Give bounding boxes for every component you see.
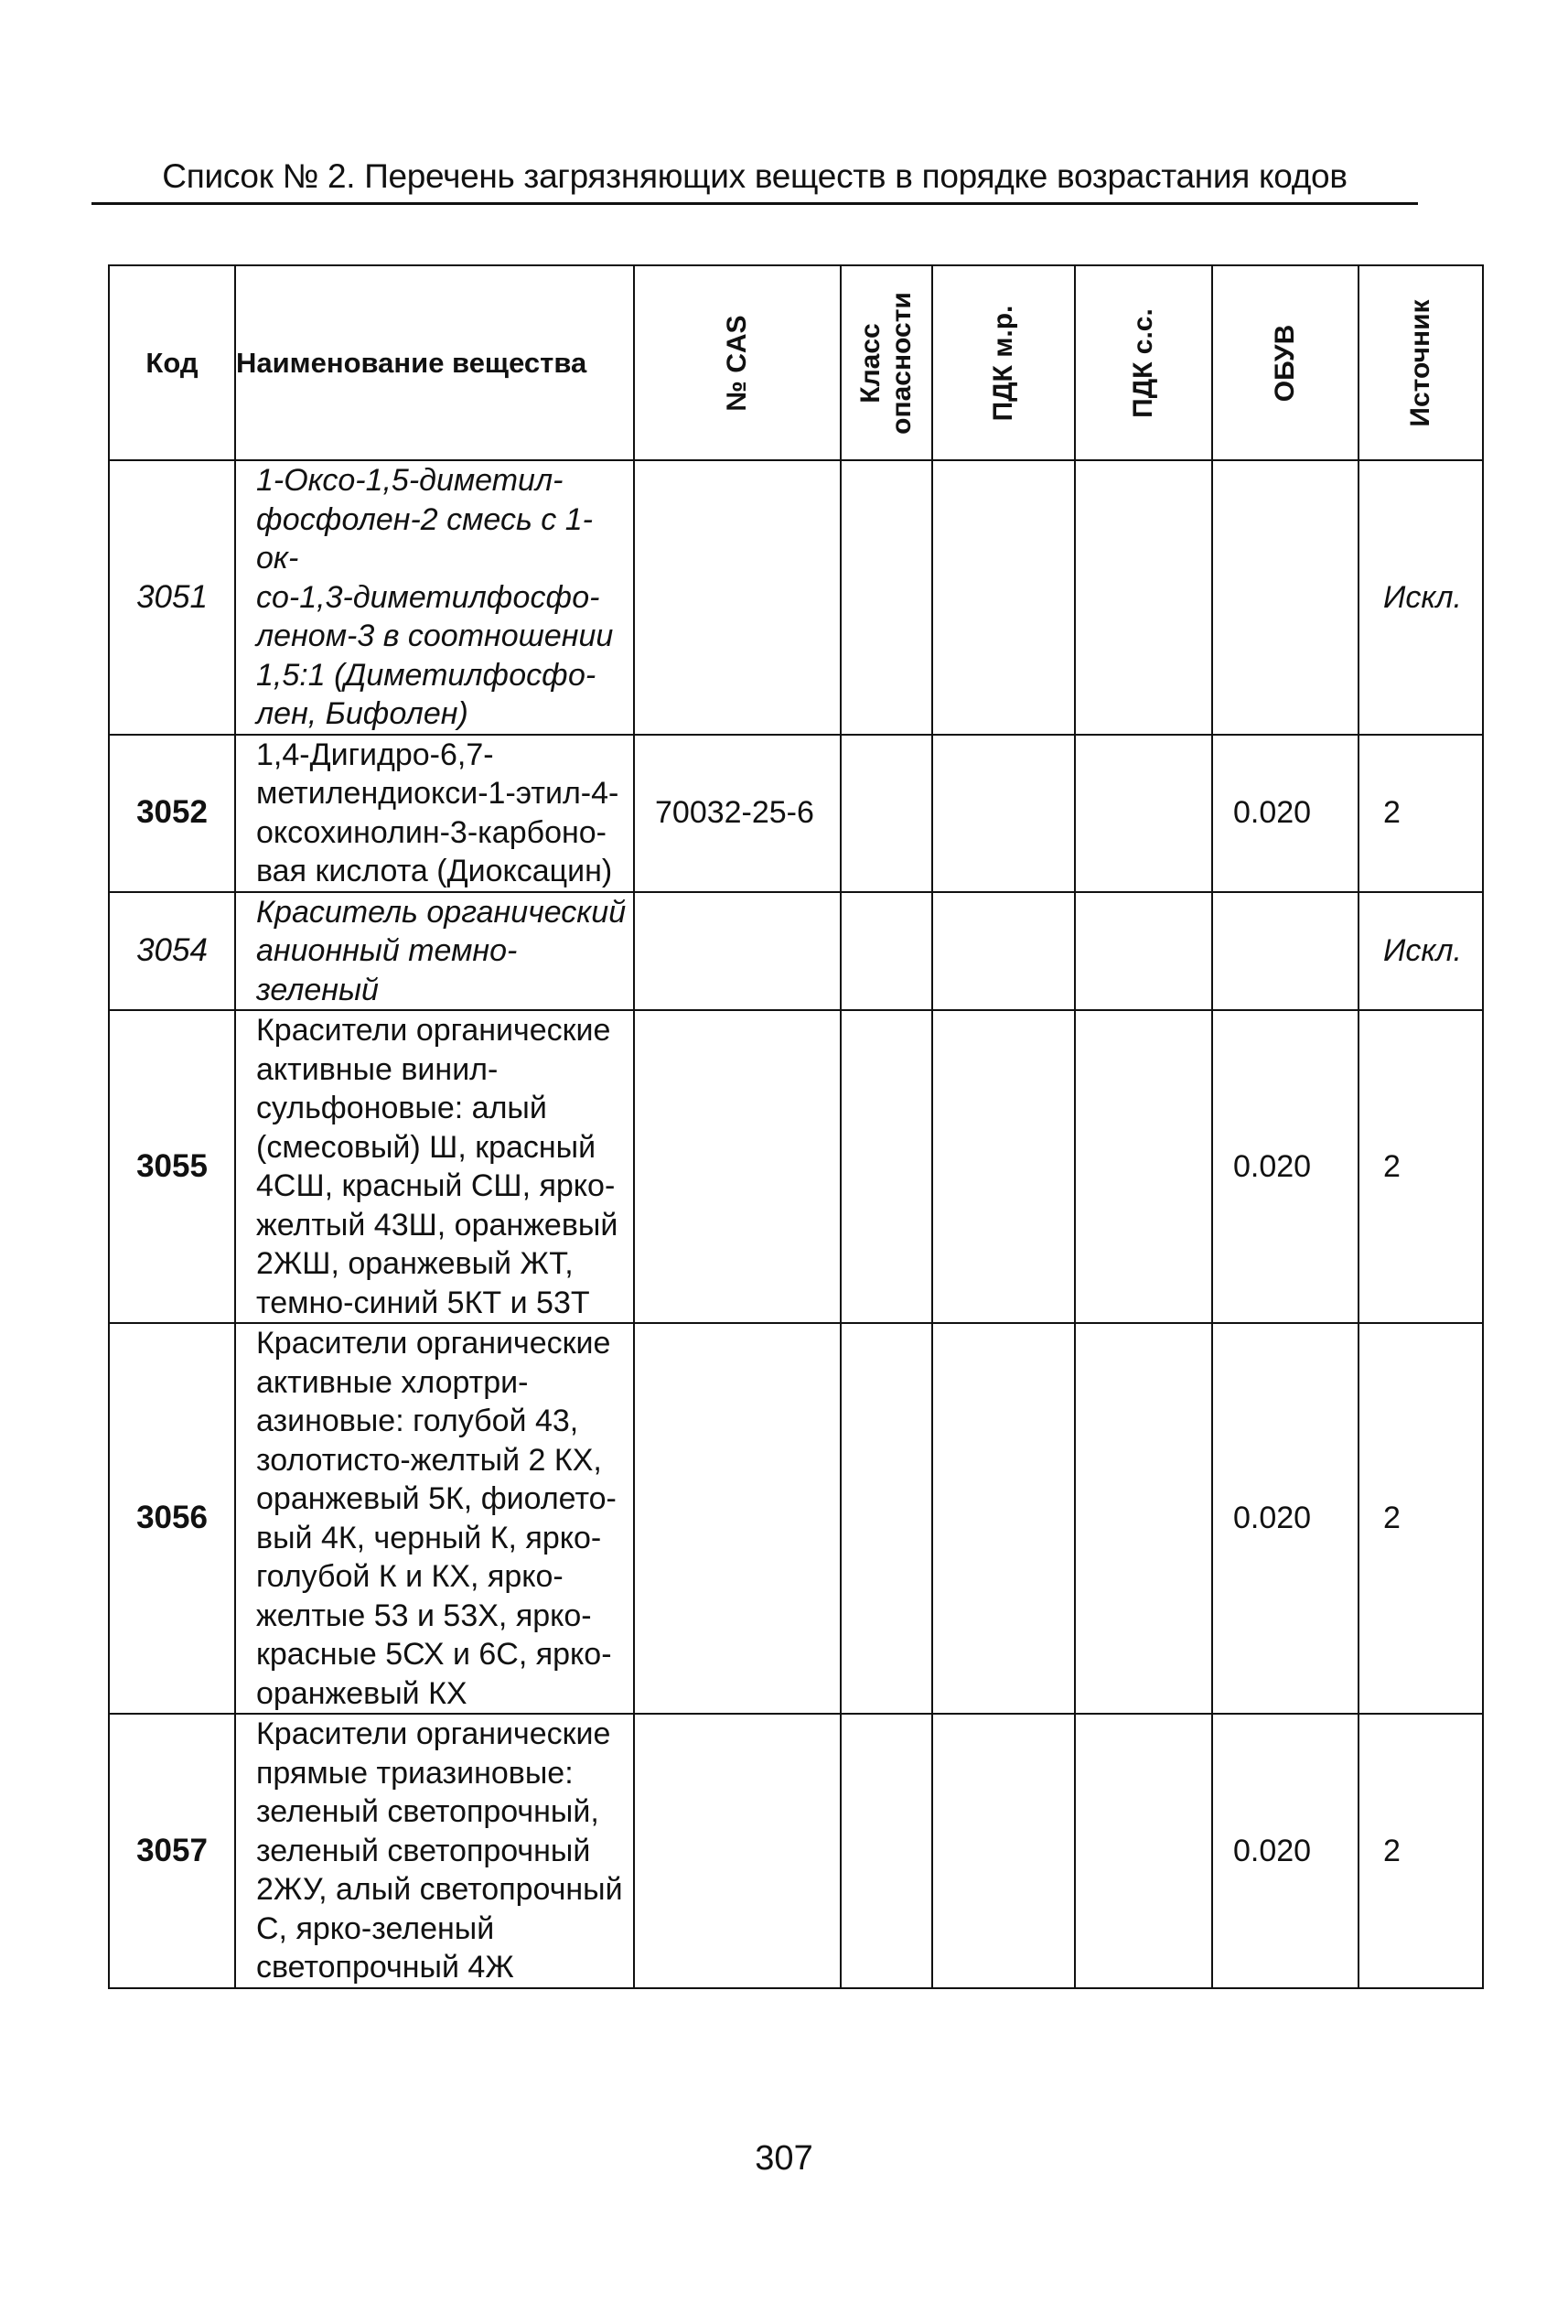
cell-obuv (1212, 460, 1359, 735)
name-line: голубой К и КХ, ярко- (256, 1559, 564, 1594)
table-row (109, 460, 1483, 735)
column-header-pdk-mr (932, 265, 1075, 460)
column-header-hazard-class-label (855, 292, 918, 435)
name-line: Красители органические (256, 1716, 611, 1751)
cell-obuv: 0.020 (1212, 1323, 1359, 1714)
name-line: 1-Оксо-1,5-диметил- (256, 463, 564, 498)
name-line: фосфолен-2 смесь с 1-ок- (256, 501, 593, 576)
cell-name (235, 1714, 634, 1988)
name-line: оранжевый КХ (256, 1675, 467, 1711)
hazard-class-line1: Класс (855, 322, 886, 403)
name-line: сульфоновые: алый (256, 1091, 547, 1125)
name-line: леном-3 в соотношении (256, 619, 614, 653)
cell-name (235, 1010, 634, 1323)
cell-source: 2 (1359, 1714, 1483, 1988)
cell-pdk-ss (1075, 1323, 1212, 1714)
name-line: желтые 53 и 53Х, ярко- (256, 1598, 592, 1633)
column-header-obuv-label: ОБУВ (1270, 324, 1300, 402)
cell-code: 3054 (109, 892, 235, 1011)
column-header-cas (634, 265, 841, 460)
cell-cas (634, 1010, 841, 1323)
cell-pdk-ss (1075, 1010, 1212, 1323)
table-header-row (109, 265, 1483, 460)
cell-code: 3055 (109, 1010, 235, 1323)
name-line: оксохинолин-3-карбоно- (256, 814, 607, 850)
name-line: (смесовый) Ш, красный (256, 1129, 596, 1165)
table-row (109, 735, 1483, 892)
cell-source: 2 (1359, 735, 1483, 892)
cell-hazard-class (841, 1010, 932, 1323)
name-line: лен, Бифолен) (256, 696, 468, 731)
column-header-cas-label: № CAS (722, 314, 752, 412)
cell-pdk-ss (1075, 1714, 1212, 1988)
cell-pdk-ss (1075, 460, 1212, 735)
page-header (91, 154, 1418, 205)
name-line: 2ЖШ, оранжевый ЖТ, (256, 1246, 574, 1281)
cell-pdk-mr (932, 1010, 1075, 1323)
name-line: С, ярко-зеленый (256, 1910, 495, 1946)
cell-obuv: 0.020 (1212, 1010, 1359, 1323)
name-line: светопрочный 4Ж (256, 1950, 514, 1985)
name-line: 1,5:1 (Диметилфосфо- (256, 657, 596, 693)
name-line: Краситель органический (256, 894, 627, 930)
cell-pdk-mr (932, 460, 1075, 735)
name-line: зеленый светопрочный, (256, 1794, 599, 1829)
column-header-hazard-class (841, 265, 932, 460)
name-line: азиновые: голубой 43, (256, 1404, 579, 1438)
cell-name (235, 892, 634, 1011)
cell-hazard-class (841, 460, 932, 735)
name-line: 1,4-Дигидро-6,7- (256, 737, 494, 772)
cell-source: Искл. (1359, 460, 1483, 735)
name-line: анионный темно-зеленый (256, 933, 518, 1007)
cell-cas (634, 460, 841, 735)
cell-obuv: 0.020 (1212, 735, 1359, 892)
cell-code: 3052 (109, 735, 235, 892)
name-line: зеленый светопрочный (256, 1833, 591, 1868)
name-line: прямые триазиновые: (256, 1755, 574, 1791)
cell-pdk-ss (1075, 735, 1212, 892)
name-line: красные 5СХ и 6С, ярко- (256, 1637, 612, 1672)
name-line: желтый 43Ш, оранжевый (256, 1207, 618, 1243)
table-row (109, 1714, 1483, 1988)
table-row (109, 892, 1483, 1011)
table-row (109, 1323, 1483, 1714)
cell-cas (634, 892, 841, 1011)
cell-code: 3056 (109, 1323, 235, 1714)
substances-table (108, 264, 1484, 1989)
name-line: вый 4К, черный К, ярко- (256, 1520, 602, 1555)
name-line: 4СШ, красный СШ, ярко- (256, 1168, 616, 1203)
column-header-source (1359, 265, 1483, 460)
cell-name (235, 735, 634, 892)
cell-pdk-mr (932, 1323, 1075, 1714)
name-line: со-1,3-диметилфосфо- (256, 579, 600, 615)
cell-pdk-mr (932, 892, 1075, 1011)
column-header-name: Наименование вещества (235, 265, 634, 460)
cell-source: 2 (1359, 1323, 1483, 1714)
name-line: темно-синий 5КТ и 53Т (256, 1285, 590, 1320)
cell-cas (634, 1714, 841, 1988)
name-line: оранжевый 5К, фиолето- (256, 1481, 617, 1516)
cell-pdk-ss (1075, 892, 1212, 1011)
cell-source: Искл. (1359, 892, 1483, 1011)
cell-obuv (1212, 892, 1359, 1011)
cell-hazard-class (841, 1714, 932, 1988)
name-line: активные хлортри- (256, 1364, 529, 1400)
name-line: Красители органические (256, 1326, 611, 1361)
cell-code: 3051 (109, 460, 235, 735)
name-line: активные винил- (256, 1051, 499, 1087)
page-title: Список № 2. Перечень загрязняющих веществ в порядке возрастания кодов (162, 157, 1348, 195)
hazard-class-line2: опасности (886, 291, 917, 435)
column-header-obuv (1212, 265, 1359, 460)
name-line: золотисто-желтый 2 КХ, (256, 1442, 602, 1478)
column-header-pdk-ss-label: ПДК с.с. (1128, 307, 1158, 418)
table-row (109, 1010, 1483, 1323)
name-line: метилендиокси-1-этил-4- (256, 776, 619, 811)
cell-hazard-class (841, 892, 932, 1011)
cell-code: 3057 (109, 1714, 235, 1988)
column-header-code: Код (109, 265, 235, 460)
cell-obuv: 0.020 (1212, 1714, 1359, 1988)
cell-pdk-mr (932, 1714, 1075, 1988)
cell-source: 2 (1359, 1010, 1483, 1323)
cell-cas (634, 1323, 841, 1714)
page-number: 307 (755, 2139, 813, 2178)
cell-cas: 70032-25-6 (634, 735, 841, 892)
cell-pdk-mr (932, 735, 1075, 892)
column-header-pdk-mr-label: ПДК м.р. (988, 305, 1018, 421)
cell-hazard-class (841, 735, 932, 892)
name-line: вая кислота (Диоксацин) (256, 854, 613, 888)
column-header-source-label: Источник (1405, 298, 1435, 427)
name-line: Красители органические (256, 1013, 611, 1048)
name-line: 2ЖУ, алый светопрочный (256, 1872, 623, 1907)
column-header-pdk-ss (1075, 265, 1212, 460)
cell-name (235, 1323, 634, 1714)
cell-name (235, 460, 634, 735)
cell-hazard-class (841, 1323, 932, 1714)
